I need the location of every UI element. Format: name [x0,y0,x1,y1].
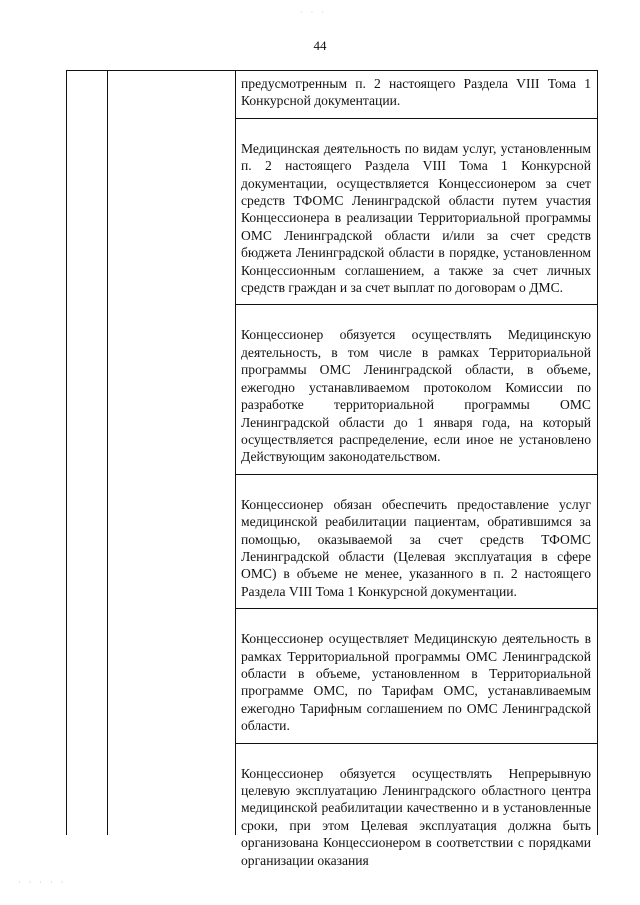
column-divider-1 [107,71,108,835]
row-separator [235,743,597,757]
paragraph-4: Концессионер обязан обеспечить предоставление услуг медицинской реабилитации пациентам, обратившимся за помощью, оказываемой за счет средств ТФОМС Ленинградской области (Целевая эксплуатация в сфере ОМС) в объеме не менее, указанного в п. 2 настоящего Раздела VIII Тома 1 Конкурсной документации. [241,496,591,599]
paragraph-3: Концессионер обязуется осуществлять Медицинскую деятельность, в том числе в рамках Территориальной программы ОМС Ленинградской области, в объеме, ежегодно устанавливаемом протоколом Комиссии по разработке территориальной программы ОМС Ленинградской области до 1 января года, на который осуществляется распределение, если иное не установлено Действующим законодательством. [241,327,591,465]
row-separator [235,118,597,132]
row-separator [235,474,597,488]
document-table [66,70,598,868]
scan-artifact-top: · · · [300,8,327,17]
column-divider-2 [235,71,236,835]
paragraph-5: Концессионер осуществляет Медицинскую деятельность в рамках Территориальной программы ОМС Ленинградской области в объеме, установленном в Территориальной программе ОМС, по Тарифам ОМС, устанавливаемым ежегодно Тарифным соглашением по ОМС Ленинградской области. [241,631,591,734]
paragraph-1: предусмотренным п. 2 настоящего Раздела VIII Тома 1 Конкурсной документации. [241,76,591,109]
row-separator [235,304,597,318]
paragraph-2: Медицинская деятельность по видам услуг, установленным п. 2 настоящего Раздела VIII Тома 1 Конкурсной документации, осуществляется Концессионером за счет средств ТФОМС Ленинградской области путем участия Концессионера в реализации Территориальной программы ОМС Ленинградской области и/или за счет средств бюджета Ленинградской области в порядке, установленном Концессионным соглашением, а также за счет личных средств граждан и за счет выплат по договорам о ДМС. [241,140,591,296]
scan-artifact-bottom: · · · · · [18,878,67,887]
table-text-cell [241,75,591,869]
row-separator [235,608,597,622]
paragraph-6: Концессионер обязуется осуществлять Непрерывную целевую эксплуатацию Ленинградского областного центра медицинской реабилитации качественно и в установленные сроки, при этом Целевая эксплуатация должна быть организована Концессионером в соответствии с порядками организации оказания [241,765,591,868]
page-number: 44 [313,38,327,53]
